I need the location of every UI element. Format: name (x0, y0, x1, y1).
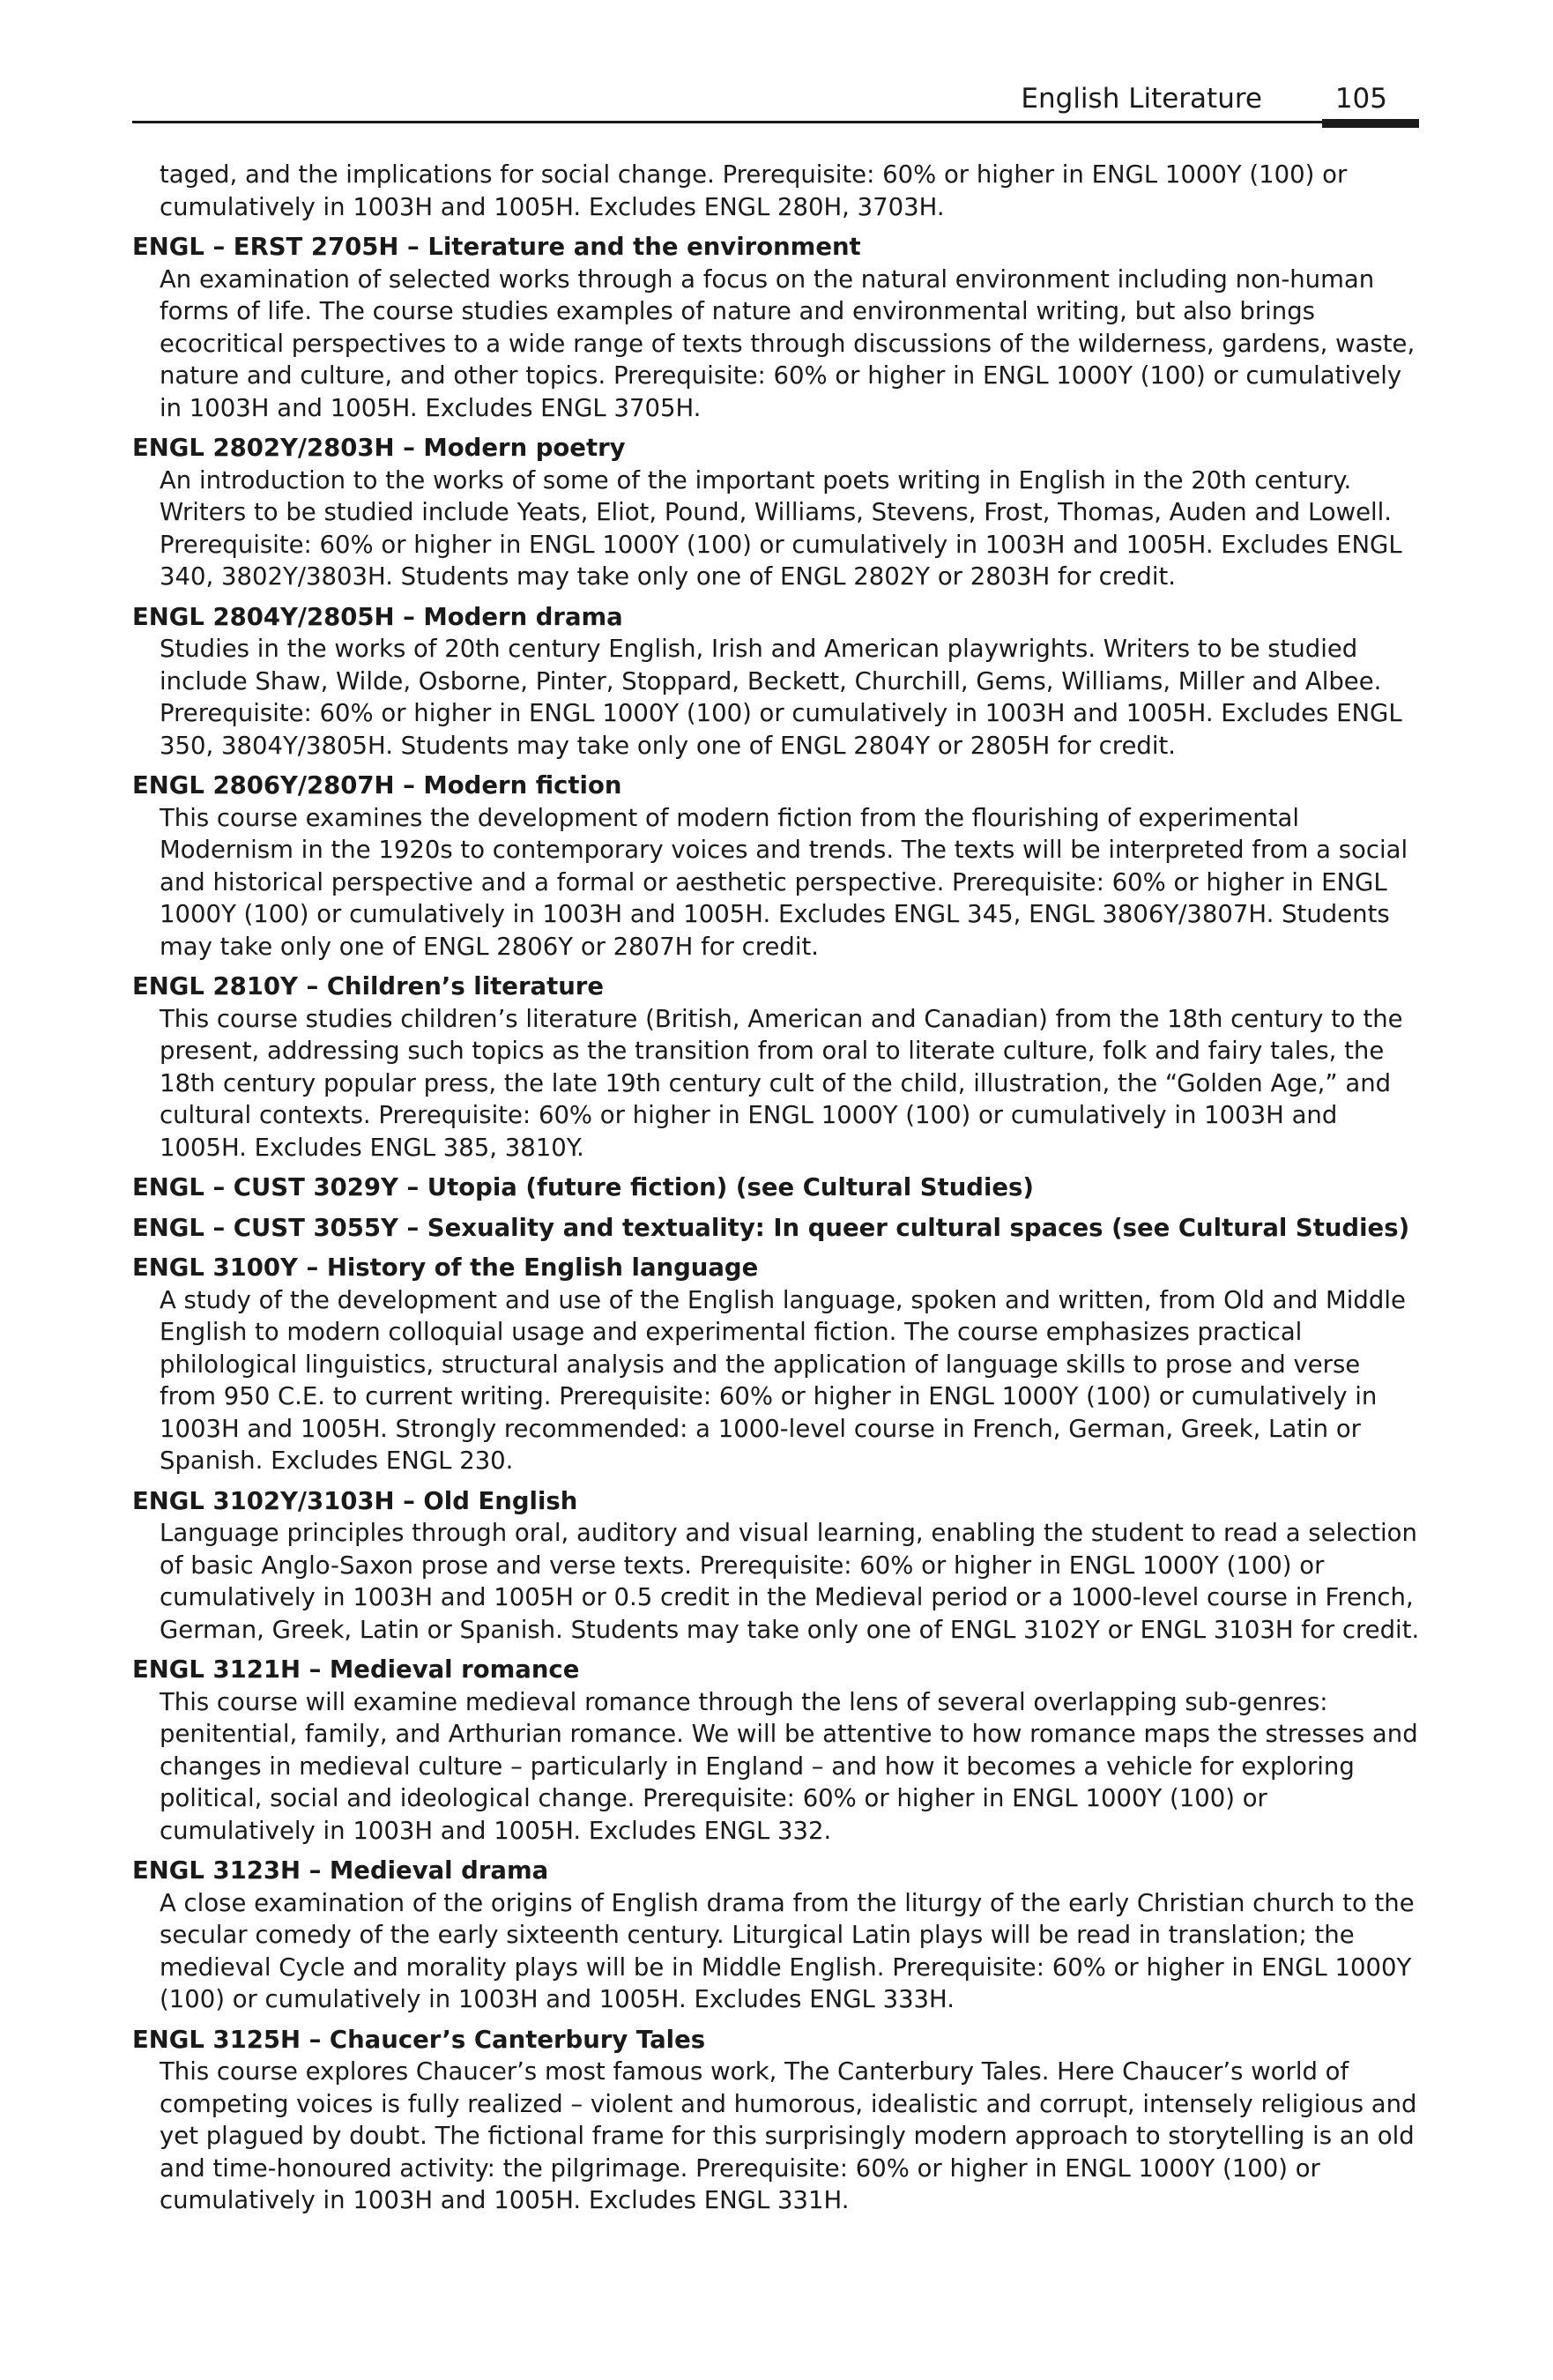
course-description: A close examination of the origins of English drama from the liturgy of the early Christian church to the secular comedy of the early sixteenth century. Liturgical Latin plays will be read in translation; the medieval Cycle and morality plays will be in Middle English. Prerequisite: 60% or higher in ENGL 1000Y (100) or cumulatively in 1003H and 1005H. Excludes ENGL 333H. (160, 1888, 1415, 2013)
continued-description: taged, and the implications for social change. Prerequisite: 60% or higher in ENGL 1000Y (100) or cumulatively in 1003H and 1005H. Excludes ENGL 280H, 3703H. (160, 160, 1348, 221)
course-entry-engl-3121h (132, 1654, 1421, 1847)
course-entry-engl-cust-3029y (132, 1171, 1421, 1204)
course-title: ENGL 3123H – Medieval drama (132, 1856, 549, 1885)
course-title: ENGL 3102Y/3103H – Old English (132, 1486, 578, 1515)
course-list (132, 159, 1421, 2225)
course-title: ENGL 2806Y/2807H – Modern fiction (132, 771, 622, 800)
running-header (132, 81, 1419, 132)
course-title: ENGL – ERST 2705H – Literature and the environment (132, 233, 861, 261)
course-entry-engl-2802y (132, 432, 1421, 593)
course-description: This course will examine medieval romance through the lens of several overlapping sub-genres: penitential, family, and Arthurian romance. We will be attentive to how romance maps the stresses and changes in medieval culture – particularly in England – and how it becomes a vehicle for exploring political, social and ideological change. Prerequisite: 60% or higher in ENGL 1000Y (100) or cumulatively in 1003H and 1005H. Excludes ENGL 332. (160, 1687, 1418, 1845)
course-title: ENGL 2804Y/2805H – Modern drama (132, 602, 623, 631)
course-title: ENGL 3100Y – History of the English language (132, 1253, 759, 1282)
course-description: Studies in the works of 20th century English, Irish and American playwrights. Writers to be studied include Shaw, Wilde, Osborne, Pinter, Stoppard, Beckett, Churchill, Gems, Williams, Miller and Albee. Prerequisite: 60% or higher in ENGL 1000Y (100) or cumulatively in 1003H and 1005H. Excludes ENGL 350, 3804Y/3805H. Students may take only one of ENGL 2804Y or 2805H for credit. (160, 635, 1402, 760)
header-rule-tab (1322, 119, 1419, 128)
course-entry-engl-2810y (132, 971, 1421, 1164)
course-title: ENGL 3125H – Chaucer’s Canterbury Tales (132, 2025, 706, 2054)
course-entry-engl-3123h (132, 1855, 1421, 2016)
course-entry-engl-3102y (132, 1485, 1421, 1647)
course-description: This course explores Chaucer’s most famous work, The Canterbury Tales. Here Chaucer’s world of competing voices is fully realized – violent and humorous, idealistic and corrupt, intensely religious and yet plagued by doubt. The fictional frame for this surprisingly modern approach to storytelling is an old and time-honoured activity: the pilgrimage. Prerequisite: 60% or higher in ENGL 1000Y (100) or cumulatively in 1003H and 1005H. Excludes ENGL 331H. (160, 2057, 1417, 2214)
course-entry-engl-cust-3055y (132, 1212, 1421, 1245)
course-description: This course examines the development of modern fiction from the flourishing of experimental Modernism in the 1920s to contemporary voices and trends. The texts will be interpreted from a social and historical perspective and a formal or aesthetic perspective. Prerequisite: 60% or higher in ENGL 1000Y (100) or cumulatively in 1003H and 1005H. Excludes ENGL 345, ENGL 3806Y/3807H. Students may take only one of ENGL 2806Y or 2807H for credit. (160, 803, 1408, 961)
course-entry-engl-3125h (132, 2024, 1421, 2217)
course-title: ENGL – CUST 3029Y – Utopia (future fiction) (see Cultural Studies) (132, 1173, 1034, 1201)
page-number: 105 (1334, 83, 1387, 115)
course-title: ENGL – CUST 3055Y – Sexuality and textuality: In queer cultural spaces (see Cultural Studies) (132, 1213, 1410, 1242)
course-description: An examination of selected works through a focus on the natural environment including non-human forms of life. The course studies examples of nature and environmental writing, but also brings ecocritical perspectives to a wide range of texts through discussions of the wilderness, gardens, waste, nature and culture, and other topics. Prerequisite: 60% or higher in ENGL 1000Y (100) or cumulatively in 1003H and 1005H. Excludes ENGL 3705H. (160, 264, 1416, 422)
course-description: A study of the development and use of the English language, spoken and written, from Old and Middle English to modern colloquial usage and experimental fiction. The course emphasizes practical philological linguistics, structural analysis and the application of language skills to prose and verse from 950 C.E. to current writing. Prerequisite: 60% or higher in ENGL 1000Y (100) or cumulatively in 1003H and 1005H. Strongly recommended: a 1000-level course in French, German, Greek, Latin or Spanish. Excludes ENGL 230. (160, 1285, 1406, 1475)
course-entry-engl-2806y (132, 770, 1421, 963)
course-entry-engl-erst-2705h (132, 231, 1421, 424)
course-entry-engl-3100y (132, 1252, 1421, 1477)
course-description: An introduction to the works of some of the important poets writing in English in the 20th century. Writers to be studied include Yeats, Eliot, Pound, Williams, Stevens, Frost, Thomas, Auden and Lowell. Prerequisite: 60% or higher in ENGL 1000Y (100) or cumulatively in 1003H and 1005H. Excludes ENGL 340, 3802Y/3803H. Students may take only one of ENGL 2802Y or 2803H for credit. (160, 465, 1402, 591)
course-entry-engl-2804y (132, 601, 1421, 762)
section-title: English Literature (1021, 83, 1262, 115)
course-description: This course studies children’s literature (British, American and Canadian) from the 18th century to the present, addressing such topics as the transition from oral to literate culture, folk and fairy tales, the 18th century popular press, the late 19th century cult of the child, illustration, the “Golden Age,” and cultural contexts. Prerequisite: 60% or higher in ENGL 1000Y (100) or cumulatively in 1003H and 1005H. Excludes ENGL 385, 3810Y. (160, 1004, 1403, 1162)
course-description: Language principles through oral, auditory and visual learning, enabling the student to read a selection of basic Anglo-Saxon prose and verse texts. Prerequisite: 60% or higher in ENGL 1000Y (100) or cumulatively in 1003H and 1005H or 0.5 credit in the Medieval period or a 1000-level course in French, German, Greek, Latin or Spanish. Students may take only one of ENGL 3102Y or ENGL 3103H for credit. (160, 1519, 1420, 1644)
course-title: ENGL 2810Y – Children’s literature (132, 972, 605, 1000)
course-title: ENGL 2802Y/2803H – Modern poetry (132, 434, 626, 462)
course-title: ENGL 3121H – Medieval romance (132, 1655, 580, 1684)
header-rule (132, 121, 1419, 123)
